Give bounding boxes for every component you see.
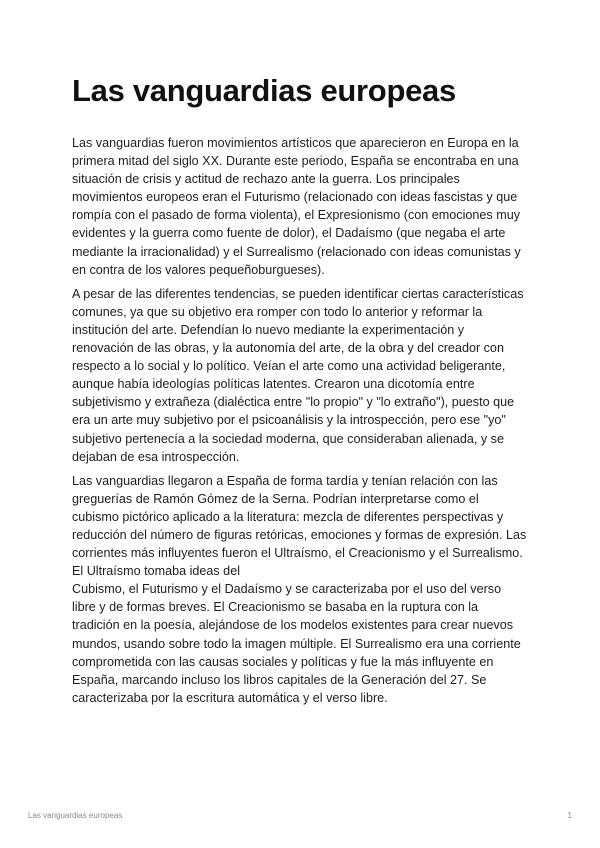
footer-page-number: 1 [567, 811, 572, 820]
page-content [72, 70, 528, 713]
page-title: Las vanguardias europeas [72, 73, 456, 108]
paragraph-3: Las vanguardias llegaron a España de forma tardía y tenían relación con las greguerías de Ramón Gómez de la Serna. Podrían interpretarse como el cubismo pictórico aplicado a la literatura: mezcla de diferentes perspectivas y reducción del número de figuras retóricas, emociones y formas de expresión. Las corrientes más influyentes fueron el Ultraísmo, el Creacionismo y el Surrealismo. El Ultraísmo tomaba ideas del Cubismo, el Futurismo y el Dadaísmo y se caracterizaba por el uso del verso libre y de formas breves. El Creacionismo se basaba en la ruptura con la tradición en la poesía, alejándose de los modelos existentes para crear nuevos mundos, usando sobre todo la imagen múltiple. El Surrealismo era una corriente comprometida con las causas sociales y políticas y fue la más influyente en España, marcando incluso los libros capitales de la Generación del 27. Se caracterizaba por la escritura automática y el verso libre. [72, 473, 527, 705]
body-text [72, 134, 528, 707]
footer-title: Las vanguardias europeas [28, 811, 123, 820]
paragraph-2: A pesar de las diferentes tendencias, se pueden identificar ciertas características comunes, ya que su objetivo era romper con todo lo anterior y reformar la institución del arte. Defendían lo nuevo mediante la experimentación y renovación de las obras, y la autonomía del arte, de la obra y del creador con respecto a lo social y lo político. Veían el arte como una actividad beligerante, aunque había ideologías políticas latentes. Crearon una dicotomía entre subjetivismo y extrañeza (dialéctica entre "lo propio" y "lo extraño"), puesto que era un arte muy subjetivo por el psicoanálisis y la introspección, pero ese "yo" subjetivo pertenecía a la sociedad moderna, que consideraban alienada, y se dejaban de esa introspección. [72, 286, 524, 464]
paragraph-1: Las vanguardias fueron movimientos artísticos que aparecieron en Europa en la primera mitad del siglo XX. Durante este periodo, España se encontraba en una situación de crisis y actitud de rechazo ante la guerra. Los principales movimientos europeos eran el Futurismo (relacionado con ideas fascistas y que rompía con el pasado de forma violenta), el Expresionismo (con emociones muy evidentes y la guerra como fuente de dolor), el Dadaísmo (que negaba el arte mediante la irracionalidad) y el Surrealismo (relacionado con ideas comunistas y en contra de los valores pequeñoburgueses). [72, 136, 521, 277]
